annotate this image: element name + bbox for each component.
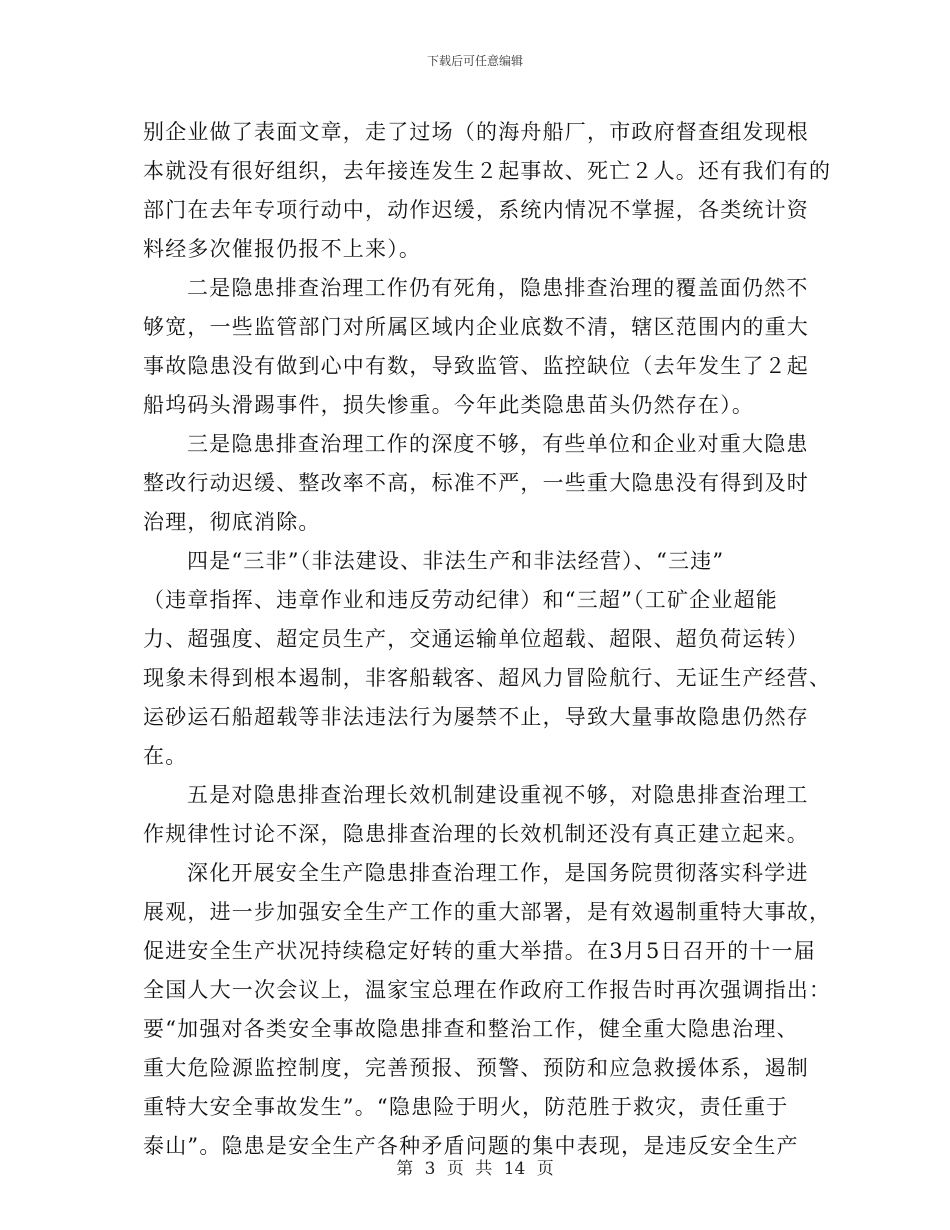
text-line: 重特大安全事故发生”。“隐患险于明火，防范胜于救灾，责任重于: [143, 1095, 789, 1119]
paragraph-start-line: 五是对隐患排查治理长效机制建设重视不够，对隐患排查治理工: [187, 783, 809, 807]
text-line: 泰山”。隐患是安全生产各种矛盾问题的集中表现，是违反安全生产: [143, 1134, 799, 1158]
paragraph-start-line: 四是“三非”（非法建设、非法生产和非法经营）、“三违”: [187, 549, 725, 573]
text-line: 展观，进一步加强安全生产工作的重大部署，是有效遏制重特大事故，: [143, 900, 832, 924]
text-line: 料经多次催报仍报不上来）。: [143, 237, 422, 261]
text-line: 别企业做了表面文章，走了过场（的海舟船厂，市政府督查组发现根: [143, 120, 809, 144]
text-line: 现象未得到根本遏制，非客船载客、超风力冒险航行、无证生产经营、: [143, 666, 832, 690]
text-line: 本就没有很好组织，去年接连发生２起事故、死亡２人。还有我们有的: [143, 159, 832, 183]
text-line: 作规律性讨论不深，隐患排查治理的长效机制还没有真正建立起来。: [143, 822, 809, 846]
text-line: 要“加强对各类安全事故隐患排查和整治工作，健全重大隐患治理、: [143, 1017, 799, 1041]
text-line: 事故隐患没有做到心中有数，导致监管、监控缺位（去年发生了２起: [143, 354, 809, 378]
text-line: 在。: [143, 744, 188, 768]
text-line: （违章指挥、违章作业和违反劳动纪律）和“三超”（工矿企业超能: [143, 588, 778, 612]
text-line: 力、超强度、超定员生产，交通运输单位超载、超限、超负荷运转）: [143, 627, 809, 651]
paragraph-start-line: 二是隐患排查治理工作仍有死角，隐患排查治理的覆盖面仍然不: [187, 276, 809, 300]
text-line: 船坞码头滑踢事件，损失惨重。今年此类隐患苗头仍然存在）。: [143, 393, 755, 417]
document-body: [143, 113, 832, 1166]
text-line: 全国人大一次会议上，温家宝总理在作政府工作报告时再次强调指出：: [143, 978, 832, 1002]
text-line: 重大危险源监控制度，完善预报、预警、预防和应急救援体系，遏制: [143, 1056, 809, 1080]
page-header: 下载后可任意编辑: [426, 54, 523, 68]
text-line: 部门在去年专项行动中，动作迟缓，系统内情况不掌握，各类统计资: [143, 198, 809, 222]
paragraph-start-line: 三是隐患排查治理工作的深度不够，有些单位和企业对重大隐患: [187, 432, 809, 456]
text-line: 够宽，一些监管部门对所属区域内企业底数不清，辖区范围内的重大: [143, 315, 809, 339]
paragraph-start-line: 深化开展安全生产隐患排查治理工作，是国务院贯彻落实科学进: [187, 861, 809, 885]
text-line: 整改行动迟缓、整改率不高，标准不严，一些重大隐患没有得到及时: [143, 471, 809, 495]
text-line: 治理，彻底消除。: [143, 510, 321, 534]
text-line: 促进安全生产状况持续稳定好转的重大举措。在3月5日召开的十一届: [143, 939, 816, 963]
page-number-footer: 第 3 页 共 14 页: [396, 1159, 554, 1179]
text-line: 运砂运石船超载等非法违法行为屡禁不止，导致大量事故隐患仍然存: [143, 705, 809, 729]
